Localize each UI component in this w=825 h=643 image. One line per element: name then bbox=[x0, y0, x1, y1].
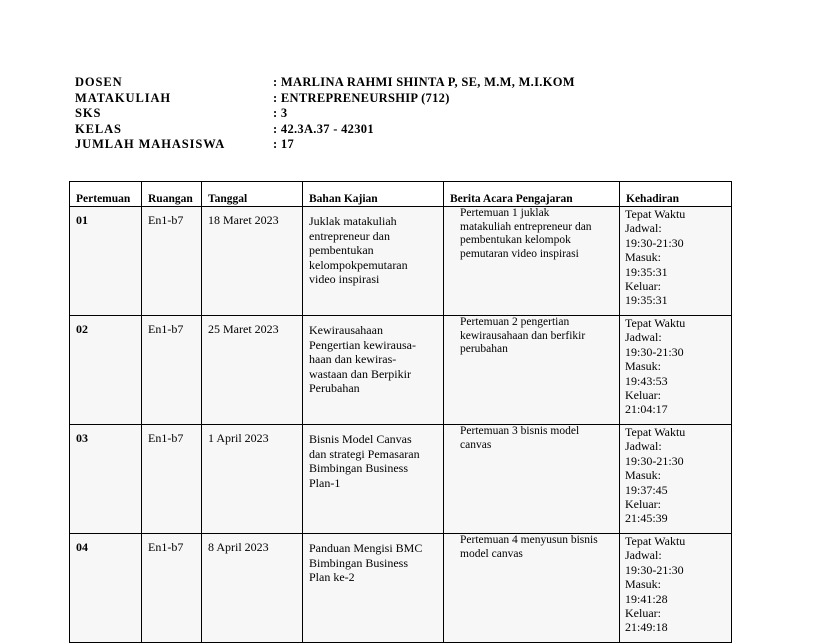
column-header-ruangan: Ruangan bbox=[142, 182, 202, 207]
text-line: 19:30-21:30 bbox=[625, 235, 684, 250]
cell-berita-acara bbox=[444, 316, 620, 425]
cell-pertemuan: 04 bbox=[70, 534, 142, 643]
text-line: Keluar: bbox=[625, 388, 661, 403]
info-row-jumlah-mahasiswa bbox=[75, 137, 775, 153]
info-row-dosen bbox=[75, 75, 775, 91]
text-line: 19:30-21:30 bbox=[625, 453, 684, 468]
text-line: Tepat Waktu bbox=[625, 316, 686, 330]
cell-tanggal: 8 April 2023 bbox=[202, 534, 303, 643]
text-line: Panduan Mengisi BMC bbox=[309, 541, 423, 555]
text-line: Keluar: bbox=[625, 279, 661, 294]
text-line: Pertemuan 2 pengertian bbox=[460, 316, 570, 328]
text-line: pembentukan kelompok bbox=[460, 234, 571, 246]
cell-ruangan: En1-b7 bbox=[142, 316, 202, 425]
text-line: Keluar: bbox=[625, 497, 661, 512]
column-header-berita-acara: Berita Acara Pengajaran bbox=[444, 182, 620, 207]
text-line: Tepat Waktu bbox=[625, 534, 686, 548]
text-line: Masuk: bbox=[625, 359, 661, 374]
course-info bbox=[75, 75, 775, 153]
text-line: dan strategi Pemasaran bbox=[309, 446, 420, 461]
text-line: 19:30-21:30 bbox=[625, 344, 684, 359]
cell-pertemuan: 01 bbox=[70, 207, 142, 316]
cell-kehadiran bbox=[620, 425, 732, 534]
text-line: Bimbingan Business bbox=[309, 555, 409, 570]
cell-tanggal: 18 Maret 2023 bbox=[202, 207, 303, 316]
cell-bahan-kajian bbox=[303, 425, 444, 534]
kelas-label: KELAS bbox=[75, 121, 122, 136]
text-line: Plan ke-2 bbox=[309, 570, 355, 584]
text-line: 21:49:18 bbox=[625, 620, 668, 635]
column-header-kehadiran: Kehadiran bbox=[620, 182, 732, 207]
text-line: Masuk: bbox=[625, 577, 661, 592]
text-line: Bimbingan Business bbox=[309, 461, 409, 475]
cell-pertemuan: 03 bbox=[70, 425, 142, 534]
text-line: canvas bbox=[460, 438, 492, 451]
text-line: kewirausahaan dan berfikir bbox=[460, 329, 586, 342]
text-line: Tepat Waktu bbox=[625, 425, 686, 439]
cell-berita-acara bbox=[444, 425, 620, 534]
text-line: wastaan dan Berpikir bbox=[309, 366, 411, 381]
text-line: Juklak matakuliah bbox=[309, 214, 397, 228]
text-line: Jadwal: bbox=[625, 221, 662, 236]
text-line: Pertemuan 4 menyusun bisnis bbox=[460, 534, 598, 546]
text-line: pemutaran video inspirasi bbox=[460, 247, 579, 260]
matakuliah-label: MATAKULIAH bbox=[75, 90, 172, 105]
cell-bahan-kajian bbox=[303, 534, 444, 643]
text-line: entrepreneur dan bbox=[309, 228, 390, 243]
cell-tanggal: 25 Maret 2023 bbox=[202, 316, 303, 425]
text-line: Jadwal: bbox=[625, 439, 662, 454]
cell-kehadiran bbox=[620, 316, 732, 425]
text-line: Keluar: bbox=[625, 606, 661, 621]
text-line: Pengertian kewirausa- bbox=[309, 337, 416, 352]
text-line: Masuk: bbox=[625, 468, 661, 483]
info-row-kelas bbox=[75, 122, 775, 138]
text-line: Perubahan bbox=[309, 381, 360, 395]
text-line: Kewirausahaan bbox=[309, 323, 383, 337]
table-row bbox=[70, 425, 732, 534]
sks-value: : 3 bbox=[273, 106, 288, 120]
attendance-table bbox=[69, 181, 732, 643]
cell-bahan-kajian bbox=[303, 207, 444, 316]
kelas-value: : 42.3A.37 - 42301 bbox=[273, 121, 374, 136]
text-line: 19:41:28 bbox=[625, 591, 668, 606]
text-line: 19:35:31 bbox=[625, 293, 668, 308]
jumlah-mahasiswa-value: : 17 bbox=[273, 137, 294, 151]
column-header-pertemuan: Pertemuan bbox=[70, 182, 142, 207]
info-row-sks bbox=[75, 106, 775, 122]
info-row-matakuliah bbox=[75, 91, 775, 107]
text-line: perubahan bbox=[460, 343, 508, 355]
cell-berita-acara bbox=[444, 207, 620, 316]
column-header-bahan-kajian: Bahan Kajian bbox=[303, 182, 444, 207]
dosen-value: : MARLINA RAHMI SHINTA P, SE, M.M, M.I.KOM bbox=[273, 75, 575, 89]
text-line: Jadwal: bbox=[625, 548, 662, 563]
matakuliah-value: : ENTREPRENEURSHIP (712) bbox=[273, 90, 450, 105]
table-row bbox=[70, 534, 732, 643]
text-line: 21:04:17 bbox=[625, 402, 668, 417]
text-line: 19:43:53 bbox=[625, 373, 668, 388]
table-row bbox=[70, 207, 732, 316]
cell-kehadiran bbox=[620, 534, 732, 643]
text-line: Masuk: bbox=[625, 250, 661, 265]
cell-berita-acara bbox=[444, 534, 620, 643]
sks-label: SKS bbox=[75, 106, 102, 120]
text-line: Bisnis Model Canvas bbox=[309, 432, 412, 446]
text-line: Pertemuan 1 juklak bbox=[460, 207, 550, 219]
cell-pertemuan: 02 bbox=[70, 316, 142, 425]
text-line: 19:35:31 bbox=[625, 264, 668, 279]
text-line: pembentukan bbox=[309, 243, 374, 257]
cell-kehadiran bbox=[620, 207, 732, 316]
cell-bahan-kajian bbox=[303, 316, 444, 425]
dosen-label: DOSEN bbox=[75, 75, 123, 89]
table-header-row bbox=[70, 182, 732, 207]
cell-tanggal: 1 April 2023 bbox=[202, 425, 303, 534]
cell-ruangan: En1-b7 bbox=[142, 207, 202, 316]
text-line: kelompokpemutaran bbox=[309, 257, 408, 272]
cell-ruangan: En1-b7 bbox=[142, 425, 202, 534]
text-line: Tepat Waktu bbox=[625, 207, 686, 221]
text-line: Pertemuan 3 bisnis model bbox=[460, 425, 580, 437]
text-line: model canvas bbox=[460, 547, 523, 560]
jumlah-mahasiswa-label: JUMLAH MAHASISWA bbox=[75, 137, 226, 151]
text-line: 19:37:45 bbox=[625, 482, 668, 497]
table-row bbox=[70, 316, 732, 425]
text-line: matakuliah entrepreneur dan bbox=[460, 220, 592, 233]
column-header-tanggal: Tanggal bbox=[202, 182, 303, 207]
text-line: 21:45:39 bbox=[625, 511, 668, 526]
text-line: 19:30-21:30 bbox=[625, 562, 684, 577]
text-line: Plan-1 bbox=[309, 475, 341, 490]
text-line: haan dan kewiras- bbox=[309, 352, 397, 366]
cell-ruangan: En1-b7 bbox=[142, 534, 202, 643]
text-line: video inspirasi bbox=[309, 272, 380, 286]
text-line: Jadwal: bbox=[625, 330, 662, 345]
